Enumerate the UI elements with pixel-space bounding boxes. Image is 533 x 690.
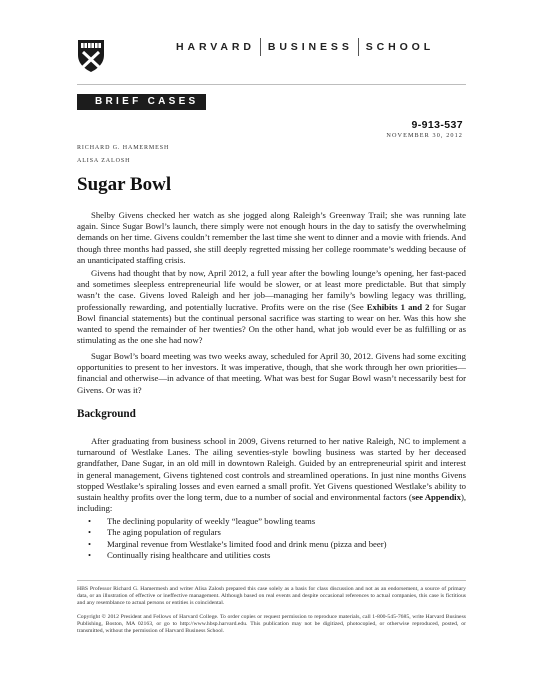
case-date: NOVEMBER 30, 2012 xyxy=(386,132,463,139)
list-item xyxy=(77,527,466,538)
list-item xyxy=(77,539,466,550)
body-paragraph xyxy=(77,436,466,514)
case-number: 9-913-537 xyxy=(411,119,463,131)
paragraph-text: Givens had thought that by now, April 2012, a full year after the bowling lounge’s opening, her fast-paced and sometimes sleepless entrepreneurial life would be slower, or at least more predictable. But that simply wasn’t the case. Givens loved Raleigh and her job—managing her family’s bowling legacy was thrilling, professionally rewarding, and potentially lucrative. Profits were on the rise (See xyxy=(77,268,466,312)
body-paragraph: Sugar Bowl’s board meeting was two weeks away, scheduled for April 30, 2012. Givens had some exciting opportunities to present to her investors. It was imperative, though, that she work through her own priorities—financial and otherwise—in advance of that meeting. What was best for Sugar Bowl wasn’t necessarily best for Givens. Or was it? xyxy=(77,351,466,395)
list-item xyxy=(77,516,466,527)
exhibit-reference: Exhibits 1 and 2 xyxy=(366,301,430,312)
body-paragraph xyxy=(77,268,466,346)
list-item xyxy=(77,550,466,561)
appendix-reference: see Appendix xyxy=(411,492,461,503)
school-masthead xyxy=(176,38,476,56)
masthead-divider xyxy=(358,38,359,56)
harvard-shield-logo xyxy=(77,39,105,73)
header-rule xyxy=(77,84,466,85)
bullet-marker: • xyxy=(88,550,92,561)
list-item-text: Continually rising healthcare and utilities costs xyxy=(107,550,271,561)
bullet-marker: • xyxy=(88,538,92,549)
brief-cases-banner: BRIEF CASES xyxy=(77,94,206,110)
section-heading: Background xyxy=(77,408,136,420)
masthead-school: SCHOOL xyxy=(365,41,435,53)
paragraph-text: for Sugar Bowl financial statements) but the continual personal sacrifice was starting to wear on her. Was this how she wanted to spend the remainder of her twenties? On the other hand, what job would ever be as fulfilling or as stimulating as the one she had now? xyxy=(77,301,466,346)
body-paragraph: Shelby Givens checked her watch as she jogged along Raleigh’s Greenway Trail; she was running late again. Since Sugar Bowl’s launch, there simply were not enough hours in the day to satisfy the overwhelming demands on her time. Givens couldn’t remember the last time she went to dinner and a movie with friends. And though three months had passed, she still deeply regretted missing her college roommate’s wedding because of an unanticipated staffing crisis. xyxy=(77,210,466,265)
author-name: RICHARD G. HAMERMESH xyxy=(77,145,170,151)
masthead-business: BUSINESS xyxy=(267,41,353,53)
paragraph-text: ), including: xyxy=(77,492,467,514)
masthead-harvard: HARVARD xyxy=(176,41,255,53)
list-item-text: Marginal revenue from Westlake’s limited food and drink menu (pizza and beer) xyxy=(107,538,387,549)
bullet-marker: • xyxy=(88,527,92,538)
masthead-divider xyxy=(260,38,261,56)
paragraph-text: After graduating from business school in 2009, Givens returned to her native Raleigh, NC to implement a turnaround of Westlake Lanes. The ailing seventies-style bowling business was started by her deceased grandfather, Dane Sugar, in an old mill in downtown Raleigh. Guided by an entrepreneurial spirit and interest in general management, Givens tightened cost controls and streamlined operations. In just nine months Givens stopped Westlake’s spiraling losses and even earned a small profit. Yet Givens questioned Westlake’s ability to sustain healthy profits over the long term, due to a number of social and environmental factors ( xyxy=(77,436,466,503)
bullet-marker: • xyxy=(88,516,92,526)
author-name: ALISA ZALOSH xyxy=(77,158,131,164)
footnote-rule xyxy=(77,580,466,581)
footnote-disclaimer: HBS Professor Richard G. Hamermesh and writer Alisa Zalosh prepared this case solely as a basis for class discussion and not as an endorsement, a source of primary data, or an illustration of effective or ineffective management. Although based on real events and despite occasional references to actual companies, this case is fictitious and any resemblance to actual persons or entities is coincidental. xyxy=(77,586,466,607)
footnote-copyright: Copyright © 2012 President and Fellows of Harvard College. To order copies or request permission to reproduce materials, call 1-800-545-7685, write Harvard Business Publishing, Boston, MA 02163, or go to http://www.hbsp.harvard.edu. This publication may not be digitized, photocopied, or otherwise reproduced, posted, or transmitted, without the permission of Harvard Business School. xyxy=(77,614,466,635)
list-item-text: The aging population of regulars xyxy=(107,527,221,538)
factor-list xyxy=(77,516,466,562)
case-title: Sugar Bowl xyxy=(77,174,172,195)
list-item-text: The declining popularity of weekly “league” bowling teams xyxy=(107,516,316,526)
